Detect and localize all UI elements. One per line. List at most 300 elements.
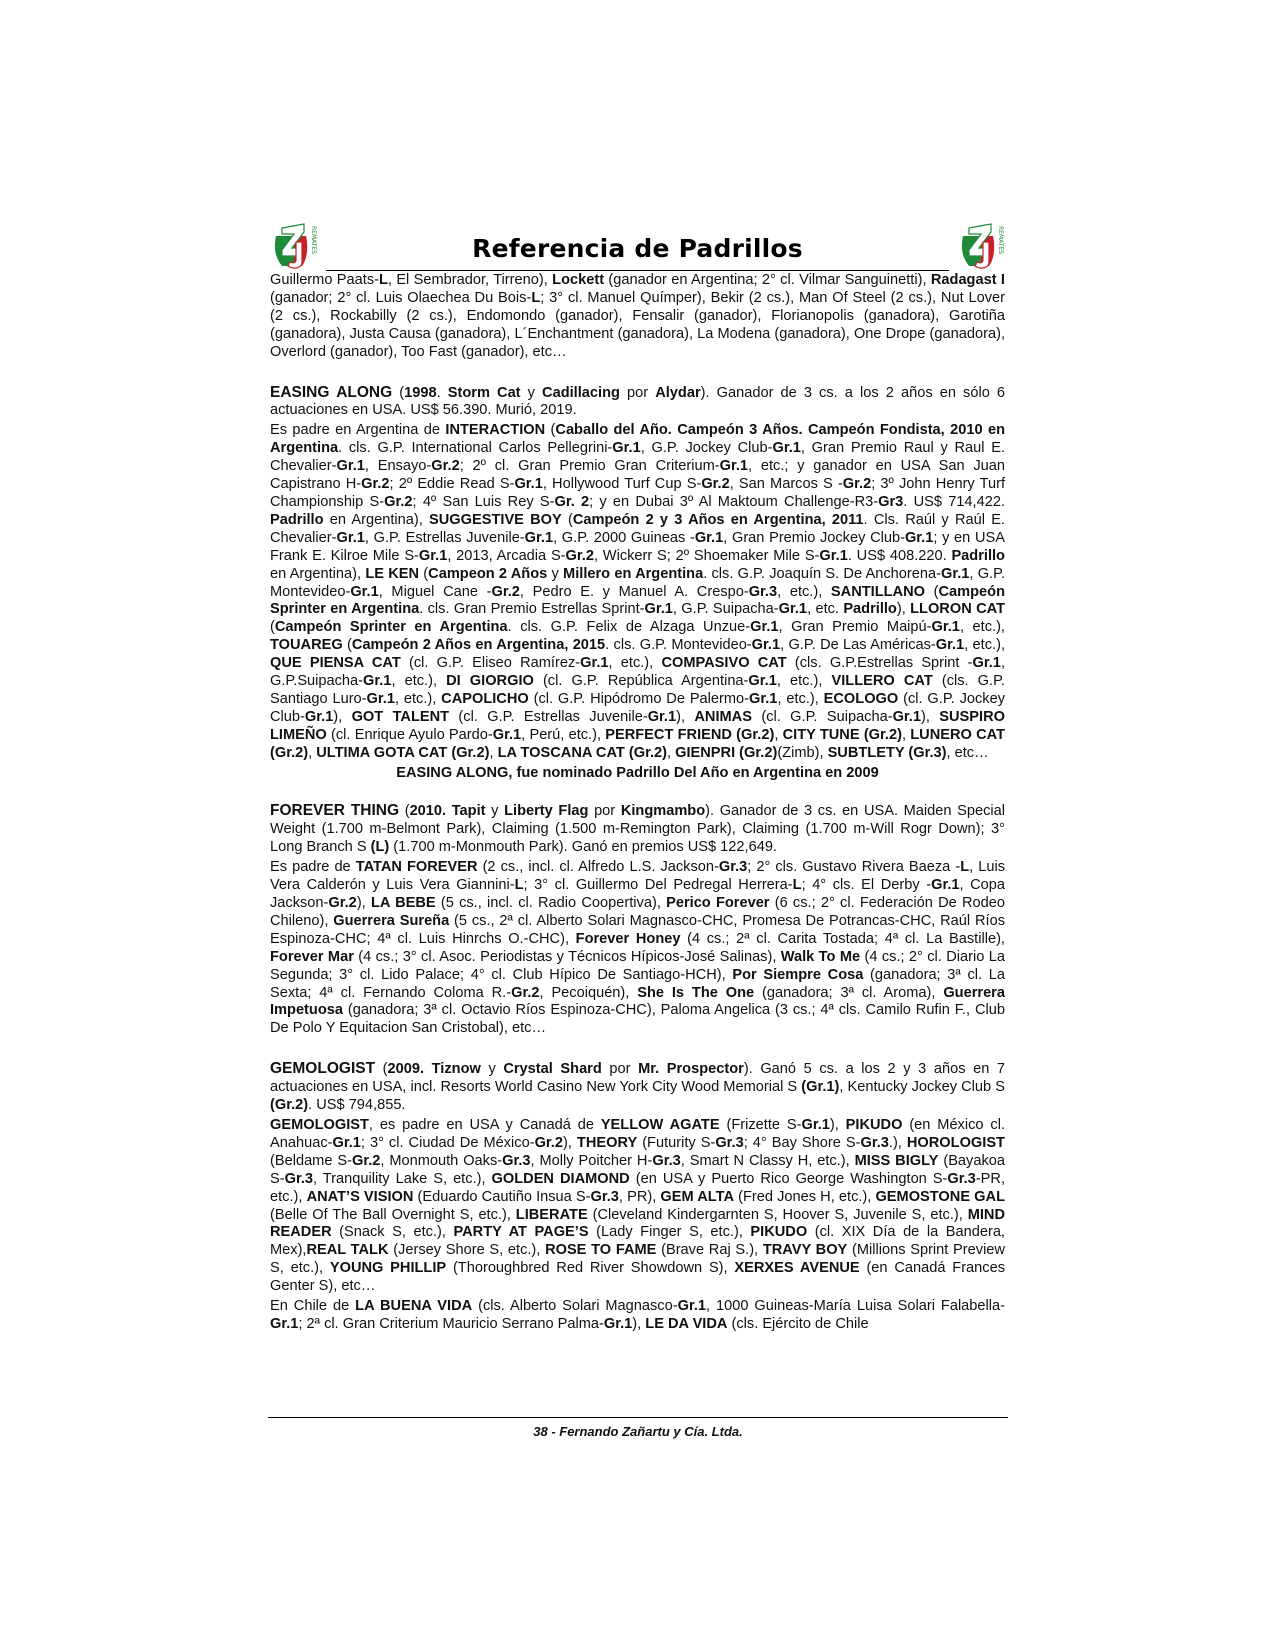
- text-run: , Molly Poitcher H-: [530, 1152, 653, 1169]
- paragraph: [270, 1298, 1005, 1334]
- bold-text: Gr.3: [947, 1170, 976, 1187]
- text-run: , G.P. Suipacha-: [672, 601, 779, 618]
- text-run: (: [342, 637, 352, 654]
- bold-text: Gr.3: [652, 1152, 681, 1169]
- text-run: ; 2° cls. Gustavo Rivera Baeza -: [747, 859, 961, 876]
- text-run: . cls. G.P. International Carlos Pellegrini-: [338, 440, 613, 457]
- bold-text: DI GIORGIO: [446, 673, 534, 690]
- bold-text: INTERACTION: [445, 422, 546, 439]
- text-run: . US$ 714,422.: [903, 493, 1006, 510]
- bold-text: Cadillacing: [542, 384, 620, 401]
- bold-text: FOREVER THING: [270, 802, 400, 820]
- bold-text: Gr.1: [931, 877, 960, 894]
- bold-text: SANTILLANO: [830, 583, 925, 600]
- bold-text: Gr.3: [590, 1188, 619, 1205]
- bold-text: Gr.2: [384, 493, 413, 510]
- text-run: y: [547, 565, 564, 582]
- bold-text: ANAT’S VISION: [306, 1188, 414, 1205]
- text-run: , Kentucky Jockey Club S: [839, 1079, 1005, 1096]
- paragraph: [270, 422, 1005, 762]
- text-run: , etc.),: [776, 673, 832, 690]
- bold-text: Campeón Sprinter en Argentina: [270, 583, 1005, 618]
- text-run: (: [545, 422, 556, 439]
- bold-text: Alydar: [655, 384, 701, 401]
- text-run: (cl. XIX Día de la Bandera, Mex),: [270, 1224, 1005, 1259]
- bold-text: SUSPIRO LIMEÑO: [270, 708, 1005, 743]
- bold-text: Gr.1: [719, 458, 749, 475]
- text-run: y: [520, 384, 543, 401]
- bold-text: Gr.2: [361, 476, 390, 493]
- text-run: ; 4° cls. El Derby -: [801, 877, 932, 894]
- text-run: . Cls. Raúl y Raúl E. Chevalier-: [270, 511, 1005, 546]
- text-run: . cls. Gran Premio Estrellas Sprint-: [419, 601, 645, 618]
- bold-text: Gr.1: [750, 619, 779, 636]
- bold-text: Gr.2: [351, 1152, 381, 1169]
- bold-text: She Is The One: [637, 984, 755, 1001]
- bold-text: Gr.2: [491, 583, 520, 600]
- bold-text: Crystal Shard: [503, 1061, 602, 1078]
- bold-text: Forever Mar: [270, 948, 354, 965]
- bold-text: Caballo del Año. Campeón 3 Años. Campeón Fondista, 2010 en Argentina: [270, 422, 1005, 457]
- bold-text: Guerrera Sureña: [333, 912, 450, 929]
- text-run: (ganadora; 3ª cl. Aroma),: [754, 984, 944, 1001]
- bold-text: Gr3: [878, 493, 904, 510]
- bold-text: Lockett: [552, 272, 605, 288]
- bold-text: 2010. Tapit: [409, 803, 486, 820]
- text-run: , El Sembrador, Tirreno),: [387, 272, 553, 288]
- text-run: (: [419, 565, 429, 582]
- text-run: (Thoroughbred Red River Showdown S),: [446, 1260, 735, 1277]
- text-run: , G.P. De Las Américas-: [780, 637, 936, 654]
- text-run: Guillermo Paats-: [270, 272, 379, 288]
- text-run: (Millions Sprint Preview S, etc.),: [270, 1242, 1005, 1277]
- text-run: , San Marcos S -: [729, 476, 843, 493]
- bold-text: L: [378, 272, 388, 288]
- text-run: (Jersey Shore S, etc.),: [388, 1242, 546, 1259]
- bold-text: COMPASIVO CAT: [661, 655, 787, 672]
- text-run: (4 cs.; 2° cl. Diario La Segunda; 3° cl. Lido Palace; 4° cl. Club Hípico De Santiago-HCH),: [270, 948, 1005, 983]
- bold-text: PERFECT FRIEND (Gr.2): [605, 726, 775, 743]
- text-run: ),: [632, 1315, 646, 1332]
- bold-text: Gr.2: [842, 476, 872, 493]
- text-run: (4 cs.; 2ª cl. Carita Tostada; 4ª cl. La Bastille),: [680, 930, 1005, 947]
- bold-text: Gr.1: [749, 690, 778, 707]
- bold-text: LE DA VIDA: [645, 1315, 728, 1332]
- bold-text: PIKUDO: [750, 1224, 808, 1241]
- bold-text: GEM ALTA: [660, 1188, 734, 1205]
- bold-text: Gr.2: [431, 458, 460, 475]
- bold-text: Liberty Flag: [504, 803, 589, 820]
- bold-text: 2009. Tiznow: [387, 1061, 481, 1078]
- text-run: (Beldame S-: [270, 1152, 352, 1169]
- bold-text: L: [514, 877, 524, 894]
- bold-text: EASING ALONG: [270, 383, 393, 401]
- text-run: (: [399, 803, 410, 820]
- text-run: , G.P. Estrellas Juvenile-: [364, 529, 525, 546]
- bold-text: Gr.1: [748, 673, 777, 690]
- page-title: Referencia de Padrillos: [472, 234, 803, 263]
- text-run: (ganadora; 3ª cl. Octavio Ríos Espinoza-CHC), Paloma Angelica (3 cs.; 4ª cls. Camilo Rufin F., Club De Polo Y Equitacion San Cristobal), etc…: [270, 1002, 1005, 1037]
- bold-text: Gr.2: [534, 1134, 563, 1151]
- text-run: ; 2º Eddie Read S-: [389, 476, 515, 493]
- page-header: [270, 222, 1005, 272]
- bold-text: Campeón 2 y 3 Años en Argentina, 2011: [572, 511, 864, 528]
- text-run: (1.700 m-Monmouth Park). Ganó en premios US$ 122,649.: [389, 839, 777, 856]
- bold-text: GIENPRI (Gr.2): [675, 744, 778, 761]
- bold-text: Walk To Me: [780, 948, 861, 965]
- bold-text: PARTY AT PAGE’S: [453, 1224, 589, 1241]
- paragraph: [270, 1060, 1005, 1115]
- text-run: , etc.),: [964, 637, 1005, 654]
- text-run: (Futurity S-: [637, 1134, 716, 1151]
- bold-text: MIND READER: [270, 1206, 1005, 1241]
- bold-text: Campeon 2 Años: [428, 565, 548, 582]
- bold-text: Padrillo: [843, 601, 897, 618]
- text-run: . US$ 408.220.: [847, 547, 952, 564]
- text-run: , Gran Premio Jockey Club-: [723, 529, 905, 546]
- bold-text: GEMOLOGIST: [270, 1060, 376, 1078]
- bold-text: Gr.3: [718, 859, 748, 876]
- text-run: , G.P.Suipacha-: [270, 655, 1005, 690]
- text-run: , Pedro E. y Manuel A. Crespo-: [519, 583, 749, 600]
- bold-text: L: [531, 289, 541, 306]
- svg-text:REMATES: REMATES: [997, 226, 1004, 255]
- text-run: ,: [774, 726, 783, 743]
- text-run: (Fred Jones H, etc.),: [734, 1188, 876, 1205]
- text-run: (en USA y Puerto Rico George Washington S-: [629, 1170, 948, 1187]
- text-run: ,: [308, 744, 317, 761]
- text-run: ),: [562, 1134, 577, 1151]
- bold-text: Guerrera Impetuosa: [270, 984, 1005, 1019]
- stallion-award-note: EASING ALONG, fue nominado Padrillo Del Año en Argentina en 2009: [396, 764, 879, 781]
- bold-text: VILLERO CAT: [831, 673, 933, 690]
- text-run: (: [561, 511, 573, 528]
- bold-text: LA BUENA VIDA: [355, 1298, 473, 1315]
- text-run: (cls. G.P. Santiago Luro-: [270, 673, 1005, 707]
- text-run: ; 3º John Henry Turf Championship S-: [270, 476, 1006, 510]
- bold-text: Gr.1: [332, 1134, 361, 1151]
- paragraph-gap: [270, 364, 1005, 384]
- bold-text: Gr.1: [772, 440, 801, 457]
- bold-text: HOROLOGIST: [906, 1134, 1005, 1151]
- bold-text: LE KEN: [365, 565, 420, 582]
- bold-text: Gr.1: [336, 529, 365, 546]
- text-run: (en México cl. Anahuac-: [270, 1116, 1005, 1151]
- text-run: (ganadora; 3ª cl. La Sexta; 4ª cl. Fernando Coloma R.-: [270, 966, 1005, 1001]
- bold-text: Gr.1: [366, 690, 395, 707]
- text-run: , Luis Vera Calderón y Luis Vera Giannini-: [270, 859, 1005, 894]
- text-run: (4 cs.; 3° cl. Asoc. Periodistas y Técnicos Hípicos-José Salinas),: [353, 948, 781, 965]
- text-run: (Brave Raj S.),: [656, 1242, 763, 1259]
- text-run: , 1000 Guineas-María Luisa Solari Falabella-: [706, 1298, 1005, 1315]
- bold-text: Gr.1: [904, 529, 934, 546]
- bold-text: Gr.1: [514, 476, 543, 493]
- bold-text: (Gr.1): [801, 1079, 840, 1096]
- text-run: ),: [333, 708, 352, 725]
- bold-text: (L): [370, 839, 390, 856]
- text-run: Es padre en Argentina de: [270, 422, 446, 439]
- text-run: (cl. G.P. Eliseo Ramírez-: [400, 655, 581, 672]
- bold-text: Gr.3: [748, 583, 778, 600]
- text-run: (cls. Ejército de Chile: [727, 1315, 869, 1332]
- text-run: ; 4° Bay Shore S-: [743, 1134, 861, 1151]
- text-run: , Gran Premio Maipú-: [778, 619, 932, 636]
- text-run: , etc.),: [777, 690, 824, 707]
- bold-text: Millero en Argentina: [563, 565, 704, 582]
- text-run: , 2013, Arcadia S-: [447, 547, 566, 564]
- zj-remates-logo-left: [268, 222, 320, 272]
- text-run: , etc.),: [777, 583, 831, 600]
- bold-text: Gr.1: [778, 601, 808, 618]
- text-run: ,: [489, 744, 498, 761]
- text-run: , Smart N Classy H, etc.),: [680, 1152, 855, 1169]
- bold-text: Gr.1: [304, 708, 334, 725]
- text-run: , Miguel Cane -: [378, 583, 492, 600]
- document-body: [270, 272, 1005, 1334]
- text-run: , etc.),: [608, 655, 662, 672]
- bold-text: Campeón Sprinter en Argentina: [274, 619, 508, 636]
- text-run: (Bayakoa S-: [270, 1152, 1005, 1187]
- text-run: (: [375, 1061, 388, 1078]
- text-run: (Frizette S-: [719, 1116, 802, 1133]
- text-run: (Snack S, etc.),: [331, 1224, 454, 1241]
- text-run: , etc.),: [391, 673, 447, 690]
- text-run: , Gran Premio Raul y Raul E. Chevalier-: [270, 440, 1005, 475]
- paragraph: [270, 859, 1005, 1038]
- text-run: (6 cs.; 2° cl. Federación De Rodeo Chileno),: [270, 895, 1005, 929]
- bold-text: Gr.1: [612, 440, 641, 457]
- text-run: ; y en USA Frank E. Kilroe Mile S-: [270, 529, 1005, 564]
- text-run: (ganador en Argentina; 2° cl. Vilmar Sanguinetti),: [604, 272, 931, 288]
- bold-text: Gr.3: [284, 1170, 313, 1187]
- text-run: (: [924, 583, 939, 600]
- bold-text: Gr.1: [644, 601, 673, 618]
- text-run: ),: [896, 601, 911, 618]
- paragraph: [270, 802, 1005, 857]
- text-run: en Argentina),: [270, 565, 366, 582]
- bold-text: TOUAREG: [270, 637, 343, 654]
- text-run: . cls. G.P. Joaquín S. De Anchorena-: [703, 565, 941, 582]
- bold-text: GOLDEN DIAMOND: [491, 1170, 630, 1187]
- text-run: ; 3° cl. Guillermo Del Pedregal Herrera-: [523, 877, 793, 894]
- paragraph: [270, 1117, 1005, 1296]
- bold-text: TRAVY BOY: [762, 1242, 848, 1259]
- bold-text: Gr.1: [603, 1315, 633, 1332]
- text-run: por: [619, 384, 656, 401]
- text-run: , Ensayo-: [364, 458, 432, 475]
- bold-text: Forever Honey: [575, 930, 681, 947]
- bold-text: Gr.1: [940, 565, 970, 582]
- text-run: (5 cs., incl. cl. Radio Coopertiva),: [435, 895, 667, 911]
- bold-text: LLORON CAT: [910, 601, 1005, 618]
- text-run: (en Canadá Frances Genter S), etc…: [270, 1260, 1005, 1295]
- bold-text: Gr.1: [972, 655, 1001, 672]
- text-run: (: [392, 384, 405, 401]
- text-run: . cls. G.P. Montevideo-: [605, 637, 752, 654]
- text-run: (Belle Of The Ball Overnight S, etc.),: [270, 1206, 516, 1223]
- bold-text: Mr. Prospector: [638, 1061, 744, 1078]
- bold-text: MISS BIGLY: [854, 1152, 939, 1169]
- bold-text: Gr.1: [350, 583, 379, 600]
- text-run: (cls. Alberto Solari Magnasco-: [472, 1298, 678, 1315]
- text-run: ; 2º cl. Gran Premio Gran Criterium-: [459, 458, 720, 475]
- bold-text: ULTIMA GOTA CAT (Gr.2): [316, 744, 490, 761]
- text-run: .: [436, 384, 448, 401]
- title-underline: [326, 270, 949, 271]
- bold-text: Kingmambo: [620, 803, 706, 820]
- text-run: ),: [920, 708, 940, 725]
- text-run: y: [480, 1061, 504, 1078]
- bold-text: Gr.1: [580, 655, 609, 672]
- bold-text: LUNERO CAT (Gr.2): [270, 726, 1006, 761]
- bold-text: L: [792, 877, 802, 894]
- text-run: ),: [676, 708, 695, 725]
- bold-text: Gr.1: [694, 529, 724, 546]
- page-footer: 38 - Fernando Zañartu y Cía. Ltda.: [533, 1424, 743, 1439]
- page: [270, 222, 1005, 1336]
- text-run: ,: [667, 744, 676, 761]
- text-run: ; 3° cl. Ciudad De México-: [360, 1134, 535, 1151]
- bold-text: Campeón 2 Años en Argentina, 2015: [351, 637, 606, 654]
- text-run: ),: [356, 895, 371, 911]
- paragraph-gap: [270, 782, 1005, 802]
- text-run: , G.P. 2000 Guineas -: [553, 529, 695, 546]
- bold-text: Gr.1: [751, 637, 781, 654]
- bold-text: Gr.1: [492, 726, 522, 743]
- bold-text: TATAN FOREVER: [355, 859, 478, 876]
- bold-text: Gr.2: [565, 547, 594, 564]
- text-run: (ganador; 2° cl. Luis Olaechea Du Bois-: [270, 289, 532, 306]
- text-run: .),: [888, 1134, 907, 1151]
- text-run: (Zimb),: [777, 744, 828, 761]
- text-run: , PR),: [618, 1188, 661, 1205]
- text-run: ; 3° cl. Manuel Químper), Bekir (2 cs.), Man Of Steel (2 cs.), Nut Lover (2 cs.), Rockabilly (2 cs.), Endomondo (ganador), Fensalir (ganador), Florianopolis (ganadora), Garotiña (ganadora), Justa Causa (ganadora), L´Enchantment (ganadora), La Modena (ganadora), One Drope (ganadora), Overlord (ganador), Too Fast (ganador), etc…: [270, 289, 1005, 360]
- bold-text: Gr. 2: [554, 493, 590, 510]
- bold-text: QUE PIENSA CAT: [270, 655, 401, 672]
- text-run: En Chile de: [270, 1298, 356, 1315]
- bold-text: Gr.1: [524, 529, 554, 546]
- bold-text: L: [960, 859, 970, 876]
- bold-text: CITY TUNE (Gr.2): [782, 726, 902, 743]
- text-run: (Lady Finger S, etc.),: [588, 1224, 751, 1241]
- text-run: Es padre de: [270, 859, 356, 876]
- bold-text: XERXES AVENUE: [734, 1260, 860, 1277]
- text-run: , etc.: [807, 601, 844, 618]
- text-run: (cl. G.P. Estrellas Juvenile-: [449, 708, 648, 725]
- text-run: . cls. G.P. Felix de Alzaga Unzue-: [507, 619, 751, 636]
- text-run: , Hollywood Turf Cup S-: [542, 476, 702, 493]
- paragraph-gap: [270, 1040, 1005, 1060]
- bold-text: Storm Cat: [447, 384, 521, 401]
- text-run: (: [270, 619, 275, 636]
- bold-text: LA TOSCANA CAT (Gr.2): [497, 744, 668, 761]
- text-run: , Wickerr S; 2º Shoemaker Mile S-: [593, 547, 820, 564]
- text-run: (5 cs., 2ª cl. Alberto Solari Magnasco-CHC, Promesa De Potrancas-CHC, Raúl Ríos Espinoza-CHC; 4ª cl. Luis Hinrchs O.-CHC),: [270, 912, 1005, 947]
- bold-text: REAL TALK: [306, 1242, 389, 1259]
- bold-text: YOUNG PHILLIP: [329, 1260, 447, 1277]
- bold-text: Por Siempre Cosa: [732, 966, 864, 983]
- text-run: (cl. G.P. Hipódromo De Palermo-: [528, 690, 750, 707]
- text-run: ),: [829, 1116, 846, 1133]
- bold-text: ANIMAS: [694, 708, 752, 725]
- svg-text:REMATES: REMATES: [310, 226, 317, 255]
- bold-text: 1998: [404, 384, 437, 401]
- bold-text: Gr.2: [328, 895, 357, 911]
- text-run: ; 4º San Luis Rey S-: [412, 493, 555, 510]
- bold-text: ROSE TO FAME: [545, 1242, 657, 1259]
- bold-text: YELLOW AGATE: [600, 1116, 720, 1133]
- text-run: (Cleveland Kindergarnten S, Hoover S, Juvenile S, etc.),: [587, 1206, 968, 1223]
- text-run: , etc.; y ganador en USA San Juan Capistrano H-: [270, 458, 1005, 493]
- bold-text: THEORY: [576, 1134, 638, 1151]
- text-run: , Tranquility Lake S, etc.),: [313, 1170, 492, 1187]
- bold-text: Padrillo: [951, 547, 1005, 564]
- bold-text: Gr.1: [677, 1298, 706, 1315]
- bold-text: (Gr.2): [270, 1097, 309, 1114]
- bold-text: Gr.1: [418, 547, 448, 564]
- text-run: (cls. G.P.Estrellas Sprint -: [786, 655, 973, 672]
- text-run: ). Ganó 5 cs. a los 2 y 3 años en 7 actuaciones en USA, incl. Resorts World Casino New York City Wood Memorial S: [270, 1061, 1006, 1096]
- text-run: , Copa Jackson-: [270, 877, 1006, 911]
- text-run: , Pecoiquén),: [539, 984, 638, 1001]
- bold-text: SUGGESTIVE BOY: [429, 511, 562, 528]
- bold-text: Gr.1: [819, 547, 848, 564]
- paragraph: [270, 272, 1005, 362]
- text-run: ; 2ª cl. Gran Criterium Mauricio Serrano Palma-: [298, 1315, 604, 1332]
- text-run: (cl. Enrique Ayulo Pardo-: [326, 726, 493, 743]
- text-run: y: [485, 803, 505, 820]
- bold-text: PIKUDO: [845, 1116, 903, 1133]
- text-run: , G.P. Jockey Club-: [640, 440, 773, 457]
- bold-text: Gr.1: [931, 619, 960, 636]
- bold-text: GOT TALENT: [351, 708, 450, 725]
- text-run: (cl. G.P. Jockey Club-: [270, 690, 1006, 725]
- bold-text: Gr.1: [892, 708, 921, 725]
- text-run: en Argentina),: [323, 511, 430, 528]
- text-run: , Monmouth Oaks-: [380, 1152, 503, 1169]
- bold-text: GEMOLOGIST: [270, 1116, 369, 1133]
- footer-rule: [268, 1417, 1008, 1418]
- bold-text: Gr.1: [270, 1315, 299, 1332]
- paragraph: [270, 384, 1005, 421]
- bold-text: ECOLOGO: [823, 690, 899, 707]
- zj-remates-logo-right: [955, 222, 1007, 272]
- bold-text: GEMOSTONE GAL: [875, 1188, 1005, 1205]
- text-run: , Perú, etc.),: [521, 726, 606, 743]
- bold-text: Gr.3: [715, 1134, 744, 1151]
- bold-text: Gr.1: [647, 708, 677, 725]
- text-run: , etc…: [946, 744, 989, 761]
- bold-text: Gr.3: [860, 1134, 889, 1151]
- bold-text: Gr.1: [336, 458, 365, 475]
- bold-text: Gr.1: [363, 673, 392, 690]
- text-run: , es padre en USA y Canadá de: [368, 1116, 601, 1133]
- bold-text: Padrillo: [270, 511, 324, 528]
- text-run: (cl. G.P. República Argentina-: [533, 673, 749, 690]
- text-run: ). Ganador de 3 cs. en USA. Maiden Special Weight (1.700 m-Belmont Park), Claiming (1.500 m-Remington Park), Claiming (1.700 m-Will Rogr Down); 3° Long Branch S: [270, 803, 1006, 856]
- bold-text: Gr.3: [502, 1152, 531, 1169]
- text-run: por: [588, 803, 621, 820]
- text-run: ). Ganador de 3 cs. a los 2 años en sólo 6 actuaciones en USA. US$ 56.390. Murió, 2019.: [270, 384, 1006, 419]
- bold-text: Radagast I: [930, 272, 1005, 288]
- text-run: (cl. G.P. Suipacha-: [751, 708, 893, 725]
- bold-text: Gr.1: [801, 1116, 830, 1133]
- bold-text: Gr.1: [935, 637, 965, 654]
- text-run: , etc.),: [959, 619, 1005, 636]
- bold-text: Gr.2: [511, 984, 540, 1001]
- text-run: -PR, etc.),: [270, 1170, 1005, 1205]
- text-run: ,: [901, 726, 911, 743]
